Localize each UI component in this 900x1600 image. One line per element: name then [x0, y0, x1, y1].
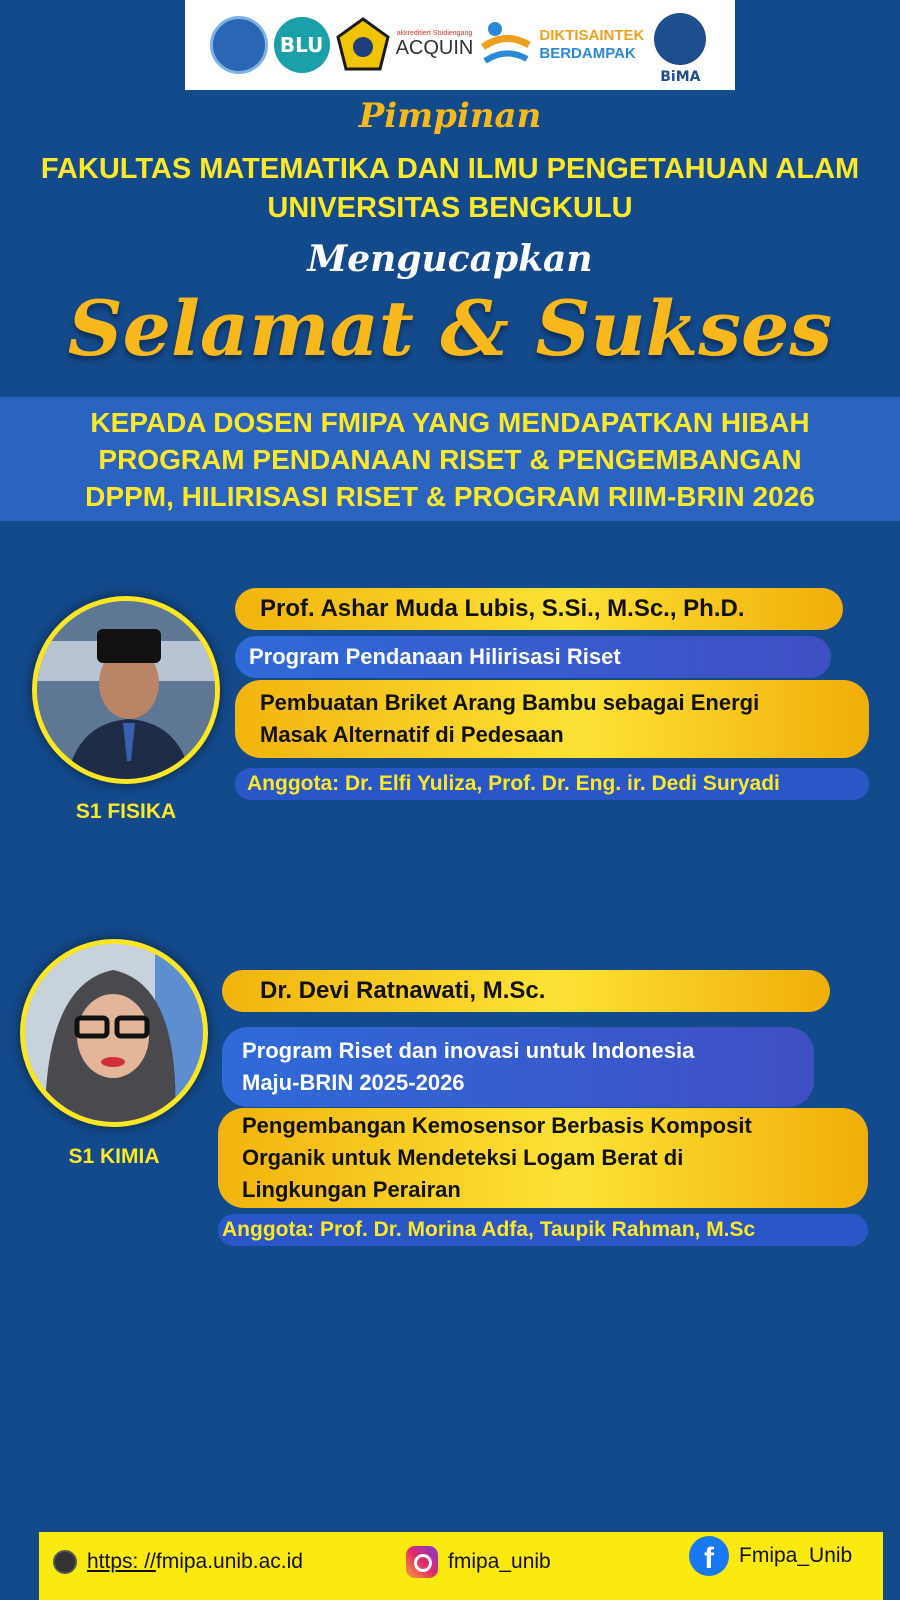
awardee-1-research-title [235, 680, 869, 758]
awardee-1-members: Anggota: Dr. Elfi Yuliza, Prof. Dr. Eng. ir. Dedi Suryadi [235, 768, 869, 800]
awardee-2-program-line1: Program Riset dan inovasi untuk Indonesia [242, 1038, 695, 1063]
partner-logo-strip [185, 0, 735, 90]
awardee-1-prodi: S1 FISIKA [75, 800, 177, 823]
facebook-icon: f [689, 1536, 729, 1576]
man-portrait-icon [37, 601, 215, 779]
awardee-1-title-line1: Pembuatan Briket Arang Bambu sebagai Energi [260, 690, 760, 715]
awardee-2-prodi: S1 KIMIA [68, 1145, 160, 1168]
unib-emblem-logo [336, 17, 390, 73]
diktisaintek-logo-line2: BERDAMPAK [539, 45, 636, 62]
acquin-logo-subtext: akkreditiert Studiengang [396, 30, 473, 37]
acquin-logo [396, 30, 474, 60]
bima-logo-text: BiMA [660, 69, 701, 85]
hibah-banner-line2: PROGRAM PENDANAAN RISET & PENGEMBANGAN [98, 443, 802, 475]
awardee-2-research-title [218, 1108, 868, 1208]
facebook-link[interactable] [689, 1536, 852, 1576]
awardee-2-members: Anggota: Prof. Dr. Morina Adfa, Taupik Rahman, M.Sc [218, 1214, 868, 1246]
awardee-2-program [222, 1027, 814, 1107]
awardee-2-name: Dr. Devi Ratnawati, M.Sc. [222, 970, 830, 1012]
globe-icon [53, 1550, 77, 1574]
selamat-sukses-title: Selamat & Sukses [67, 284, 833, 373]
hibah-banner-text [85, 404, 815, 515]
facebook-handle: Fmipa_Unib [739, 1544, 853, 1567]
awardee-2-program-line2: Maju-BRIN 2025-2026 [242, 1070, 465, 1095]
blu-logo-text: BLU [279, 33, 324, 57]
mengucapkan-heading: Mengucapkan [307, 238, 593, 280]
pimpinan-heading: Pimpinan [358, 96, 542, 136]
diktisaintek-logo [539, 27, 644, 63]
awardee-1-title-line2: Masak Alternatif di Pedesaan [260, 722, 564, 747]
awardee-1-program: Program Pendanaan Hilirisasi Riset [235, 636, 831, 678]
hibah-banner [0, 397, 900, 521]
bima-logo [650, 5, 710, 85]
tut-wuri-handayani-logo [210, 16, 268, 74]
instagram-handle: fmipa_unib [448, 1550, 551, 1573]
website-url [87, 1550, 303, 1574]
diktisaintek-logo-line1: DIKTISAINTEK [539, 27, 645, 44]
contact-footer [39, 1532, 883, 1600]
website-url-prefix: https: // [87, 1550, 156, 1573]
hibah-banner-line3: DPPM, HILIRISASI RISET & PROGRAM RIIM-BRIN 2026 [85, 480, 815, 512]
awardee-2-title-line2: Organik untuk Mendeteksi Logam Berat di [242, 1145, 684, 1170]
blu-logo [274, 17, 330, 73]
faculty-name [0, 150, 900, 228]
diktisaintek-swoosh-icon [479, 17, 533, 73]
instagram-icon [406, 1546, 438, 1578]
instagram-link[interactable] [406, 1546, 551, 1578]
awardee-2-title-line3: Lingkungan Perairan [242, 1177, 461, 1202]
diktisaintek-swoosh-logo [479, 17, 533, 73]
faculty-name-line1: FAKULTAS MATEMATIKA DAN ILMU PENGETAHUAN ALAM [40, 153, 860, 185]
woman-portrait-icon [25, 944, 203, 1122]
awardee-photo-1 [32, 596, 220, 784]
awardee-1-name: Prof. Ashar Muda Lubis, S.Si., M.Sc., Ph.D. [235, 588, 843, 630]
awardee-photo-2 [20, 939, 208, 1127]
unib-emblem-icon [336, 17, 390, 73]
website-url-domain: fmipa.unib.ac.id [155, 1550, 303, 1573]
hibah-banner-line1: KEPADA DOSEN FMIPA YANG MENDAPATKAN HIBAH [90, 406, 810, 438]
acquin-logo-text: ACQUIN [395, 37, 474, 59]
awardee-2-title-line1: Pengembangan Kemosensor Berbasis Komposit [242, 1113, 752, 1138]
faculty-name-line2: UNIVERSITAS BENGKULU [267, 192, 633, 224]
bima-mascot-icon [654, 13, 706, 65]
website-link[interactable] [53, 1550, 303, 1574]
